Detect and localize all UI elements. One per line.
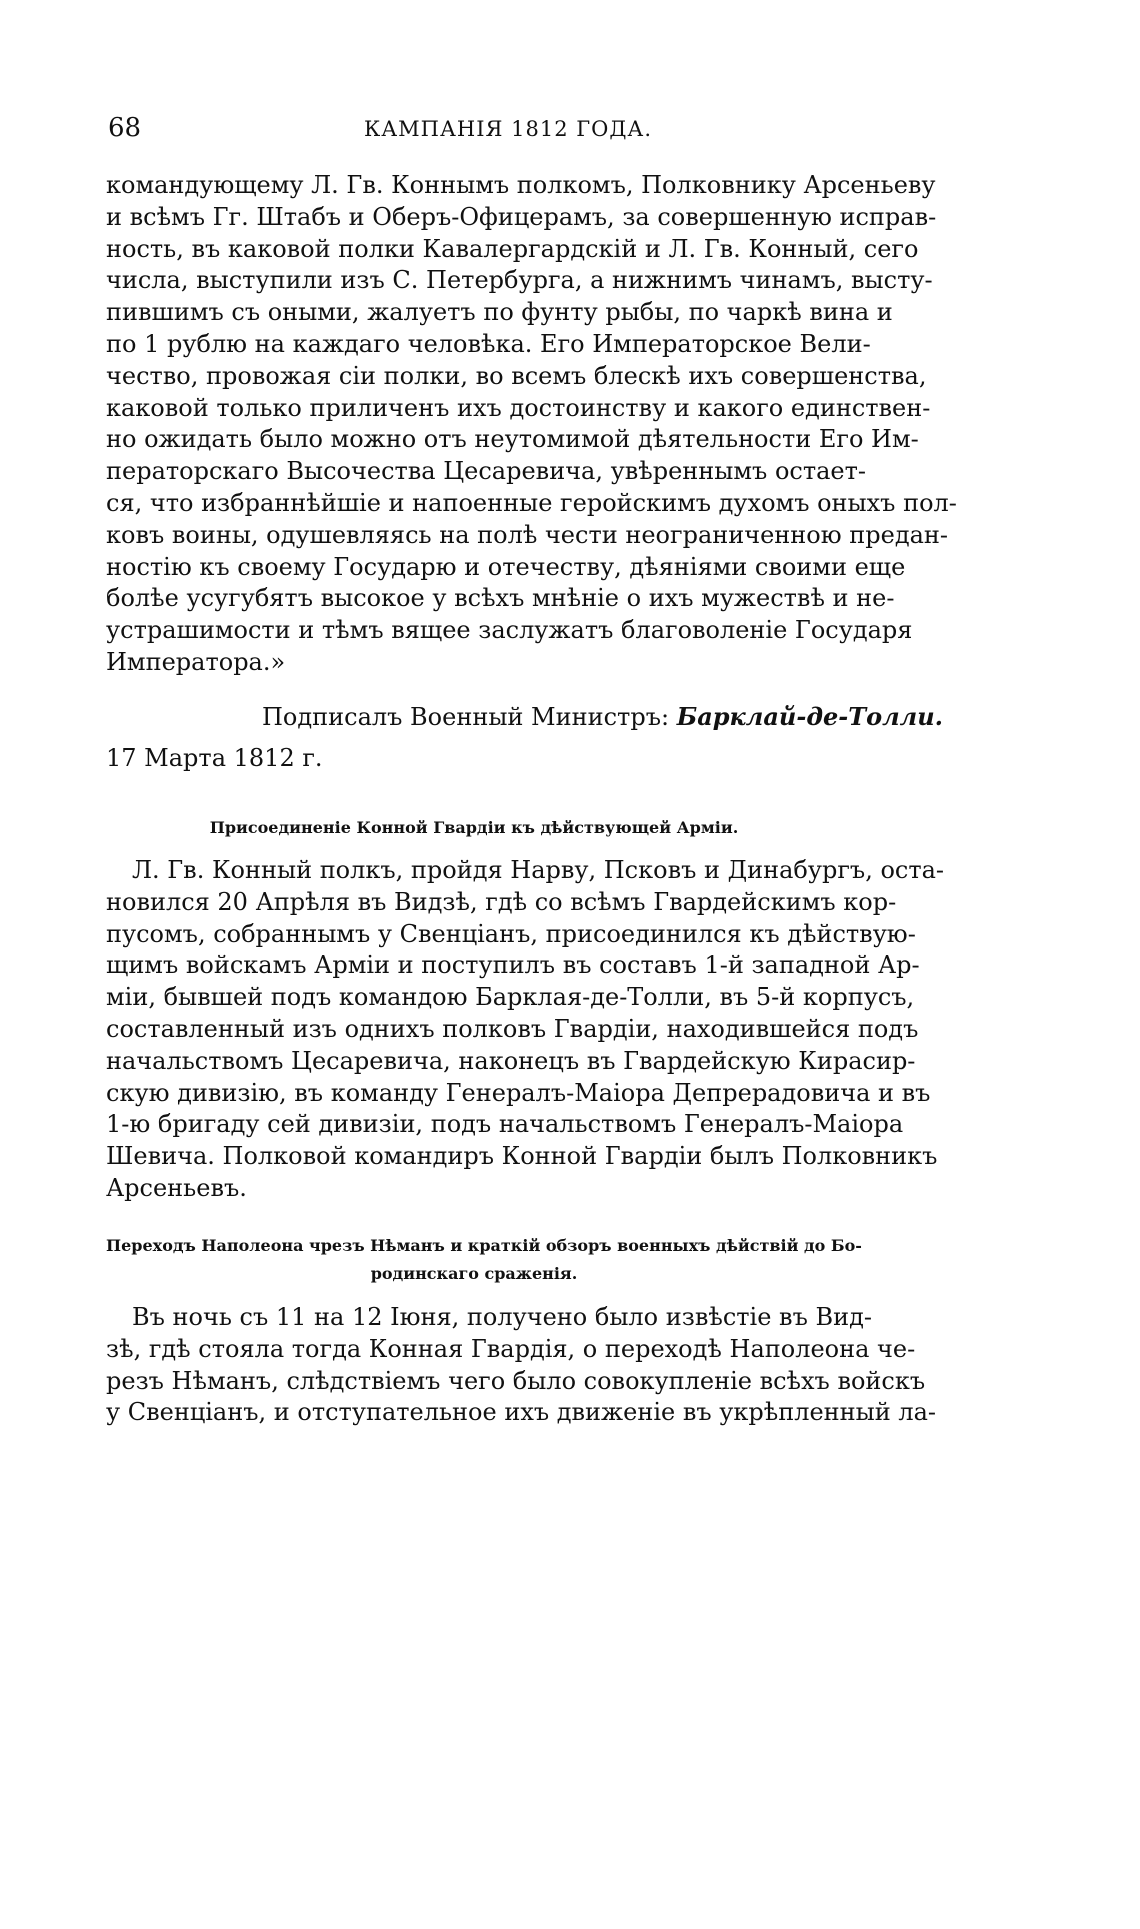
text-line: зѣ, гдѣ стояла тогда Конная Гвардія, о переходѣ Наполеона че- [106,1334,916,1363]
page-number: 68 [108,113,142,143]
text-line: начальствомъ Цесаревича, наконецъ въ Гвардейскую Кирасир- [106,1046,916,1075]
decree-text-block [106,170,957,679]
text-line: ностію къ своему Государю и отечеству, дѣяніями своими еще [106,552,906,581]
text-line: командующему Л. Гв. Коннымъ полкомъ, Полковнику Арсеньеву [106,171,936,199]
text-line: Въ ночь съ 11 на 12 Іюня, получено было извѣстіе въ Вид- [132,1303,872,1331]
text-line: Императора.» [106,647,286,676]
text-line: щимъ войскамъ Арміи и поступилъ въ составъ 1-й западной Ар- [106,951,920,980]
text-line: ператорскаго Высочества Цесаревича, увѣреннымъ остает- [106,457,867,486]
section-heading-napoleon-crossing-line1: Переходъ Наполеона чрезъ Нѣманъ и краткій обзоръ военныхъ дѣйствій до Бо- [106,1236,862,1255]
text-line: пусомъ, собраннымъ у Свенціанъ, присоединился къ дѣйствую- [106,919,916,948]
section-heading-napoleon-crossing-line2: родинскаго сраженія. [370,1264,578,1283]
text-line: и всѣмъ Гг. Штабъ и Оберъ-Офицерамъ, за совершенную исправ- [106,202,937,231]
section1-text-block [106,855,945,1205]
signature-line [262,702,943,731]
page-header [108,113,843,153]
text-line: каковой только приличенъ ихъ достоинству и какого единствен- [106,393,931,422]
section2-text-block [106,1302,937,1429]
text-line: Арсеньевъ. [106,1173,247,1202]
text-line: болѣе усугубятъ высокое у всѣхъ мнѣніе о ихъ мужествѣ и не- [106,584,895,613]
running-title: КАМПАНІЯ 1812 ГОДА. [364,117,653,141]
text-line: резъ Нѣманъ, слѣдствіемъ чего было совокупленіе всѣхъ войскъ [106,1366,926,1395]
text-line: составленный изъ однихъ полковъ Гвардіи, находившейся подъ [106,1014,919,1043]
document-date: 17 Марта 1812 г. [106,744,323,772]
text-line: у Свенціанъ, и отступательное ихъ движеніе въ укрѣпленный ла- [106,1398,937,1427]
text-line: Шевича. Полковой командиръ Конной Гвардіи былъ Полковникъ [106,1142,938,1171]
text-line: ковъ воины, одушевляясь на полѣ чести неограниченною предан- [106,520,949,549]
text-line: новился 20 Апрѣля въ Видзѣ, гдѣ со всѣмъ Гвардейскимъ кор- [106,887,897,916]
text-line: міи, бывшей подъ командою Барклая-де-Толли, въ 5-й корпусъ, [106,983,915,1012]
text-line: ся, что избраннѣйшіе и напоенные геройскимъ духомъ оныхъ пол- [106,488,957,517]
text-line: Л. Гв. Конный полкъ, пройдя Нарву, Псковъ и Динабургъ, оста- [132,856,945,884]
signatory-name: Барклай-де-Толли. [676,702,944,731]
text-line: ность, въ каковой полки Кавалергардскій и Л. Гв. Конный, сего [106,234,919,263]
signature-prefix: Подписалъ Военный Министръ: [262,703,670,731]
text-line: но ожидать было можно отъ неутомимой дѣятельности Его Им- [106,425,919,454]
text-line: по 1 рублю на каждаго человѣка. Его Императорское Вели- [106,329,871,358]
text-line: 1-ю бригаду сей дивизіи, подъ начальствомъ Генералъ-Маіора [106,1110,904,1139]
text-line: устрашимости и тѣмъ вящее заслужатъ благоволеніе Государя [106,616,913,645]
text-line: чество, провожая сіи полки, во всемъ блескѣ ихъ совершенства, [106,361,927,390]
text-line: пившимъ съ оными, жалуетъ по фунту рыбы, по чаркѣ вина и [106,298,893,327]
text-line: числа, выступили изъ С. Петербурга, а нижнимъ чинамъ, высту- [106,266,933,295]
section-heading-cavalry-guard: Присоединеніе Конной Гвардіи къ дѣйствующей Арміи. [209,818,739,837]
text-line: скую дивизію, въ команду Генералъ-Маіора Депрерадовича и въ [106,1078,931,1107]
